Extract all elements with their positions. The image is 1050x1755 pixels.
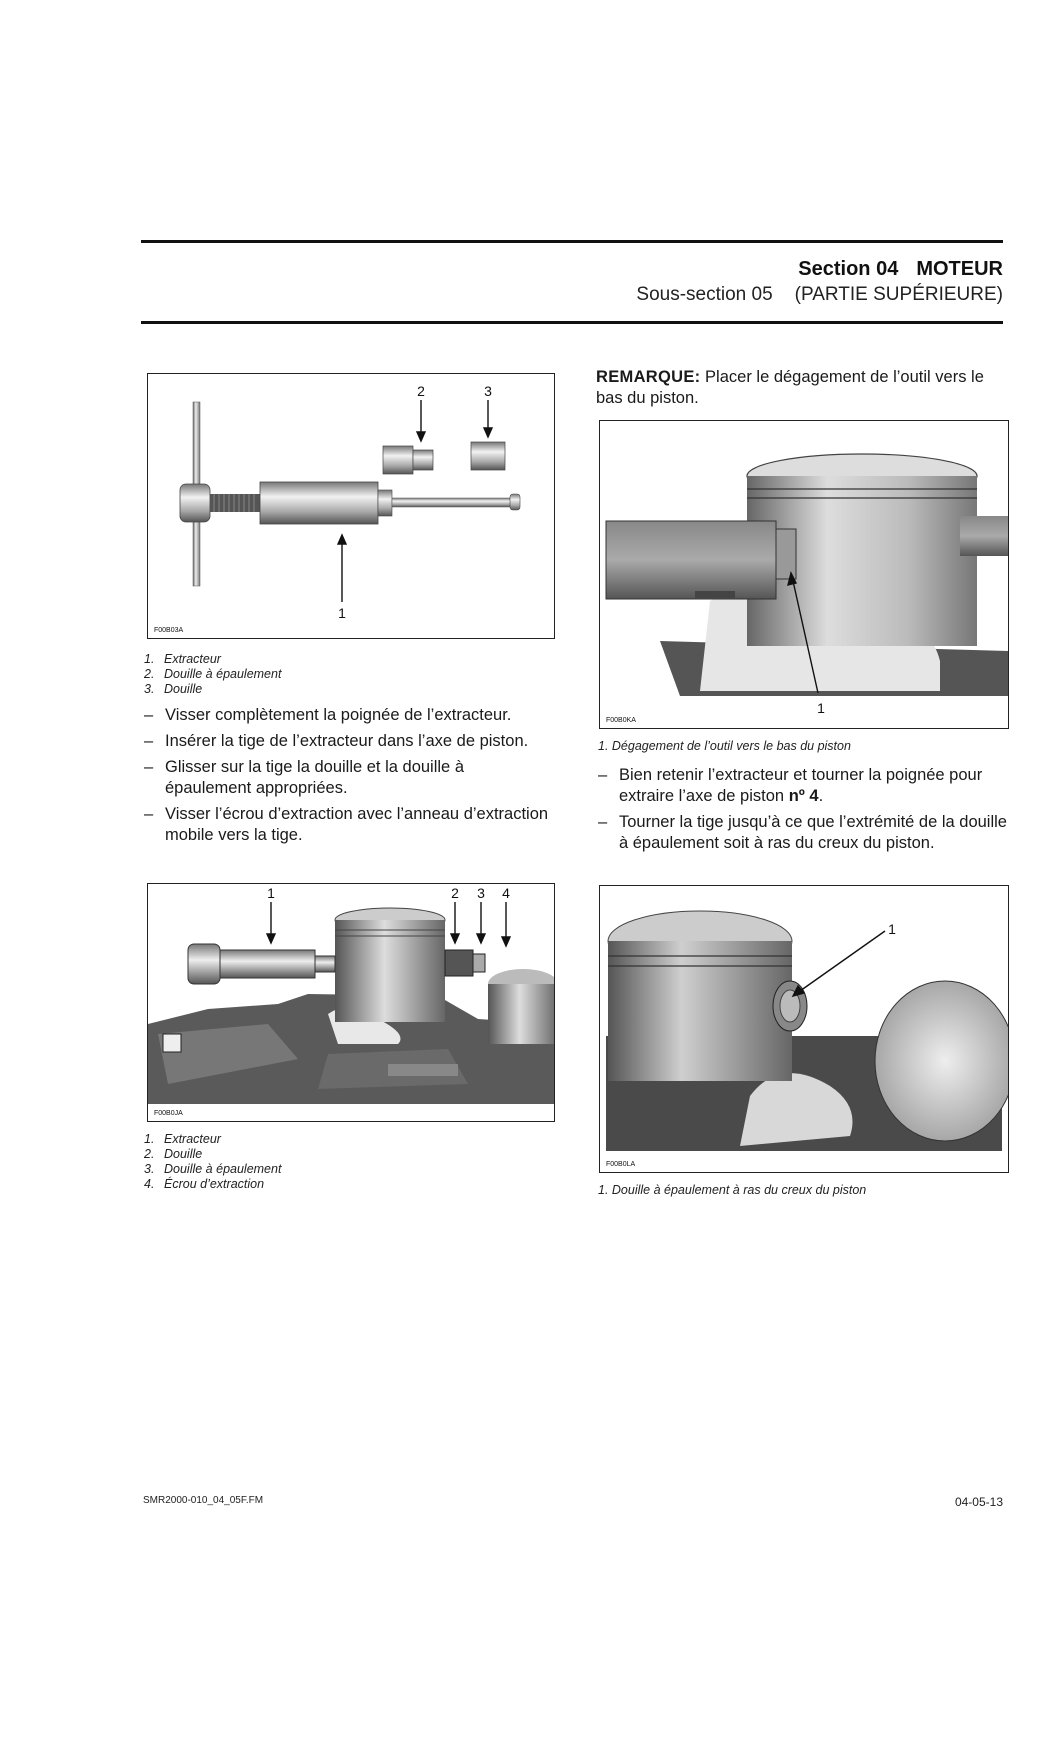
legend-item: 2. Douille	[144, 1147, 203, 1161]
remark-note	[596, 367, 1008, 409]
callout-4: 4	[502, 885, 510, 901]
figure-code: F00B0JA	[154, 1110, 183, 1117]
remark-label: REMARQUE:	[596, 368, 701, 386]
callout-1: 1	[338, 605, 346, 621]
extractor-installed-photo	[148, 884, 554, 1121]
subsection-label: Sous-section 05	[636, 284, 773, 305]
figure-extractor-tool	[147, 373, 555, 639]
callout-1: 1	[888, 921, 896, 937]
fig4-caption: 1. Douille à épaulement à ras du creux du piston	[598, 1183, 867, 1197]
callout-1: 1	[267, 885, 275, 901]
section-title: MOTEUR	[916, 258, 1003, 280]
procedure-steps-right	[598, 765, 1008, 859]
subsection-title: (PARTIE SUPÉRIEURE)	[794, 284, 1003, 305]
step-item: – Visser l’écrou d’extraction avec l’anneau d’extraction mobile vers la tige.	[144, 804, 554, 846]
fig3-caption: 1. Dégagement de l’outil vers le bas du piston	[598, 739, 851, 753]
step-item: – Glisser sur la tige la douille et la douille à épaulement appropriées.	[144, 757, 554, 799]
fig2-legend	[144, 1132, 281, 1192]
legend-item: 1. Extracteur	[144, 652, 221, 666]
remark-text: Placer le dégagement de l’outil vers le bas du piston.	[596, 368, 984, 407]
figure-code: F00B03A	[154, 627, 184, 634]
legend-item: 4. Écrou d’extraction	[144, 1177, 265, 1191]
figure-sleeve-flush	[599, 885, 1009, 1173]
legend-item: 2. Douille à épaulement	[144, 667, 282, 681]
header-bottom-rule	[141, 321, 1003, 324]
fig1-legend	[144, 652, 281, 697]
step-item: – Insérer la tige de l’extracteur dans l’axe de piston.	[144, 731, 554, 752]
step-item: – Visser complètement la poignée de l’extracteur.	[144, 705, 554, 726]
step-item: – Tourner la tige jusqu’à ce que l’extrémité de la douille à épaulement soit à ras du creux du piston.	[598, 812, 1008, 854]
callout-3: 3	[484, 383, 492, 399]
callout-2: 2	[451, 885, 459, 901]
figure-code: F00B0LA	[606, 1161, 636, 1168]
procedure-steps-left	[144, 705, 554, 851]
footer-filename: SMR2000-010_04_05F.FM	[143, 1495, 264, 1506]
extractor-tool-illustration	[148, 374, 554, 638]
header-top-rule	[141, 240, 1003, 243]
callout-3: 3	[477, 885, 485, 901]
section-heading	[798, 258, 1003, 281]
page-number: 04-05-13	[954, 1495, 1003, 1509]
sleeve-flush-photo	[600, 886, 1008, 1172]
figure-code: F00B0KA	[606, 717, 636, 724]
callout-2: 2	[417, 383, 425, 399]
legend-item: 3. Douille	[144, 682, 203, 696]
figure-extractor-installed	[147, 883, 555, 1122]
figure-tool-clearance	[599, 420, 1009, 729]
subsection-heading	[636, 284, 1003, 306]
section-label: Section 04	[798, 258, 899, 280]
legend-item: 3. Douille à épaulement	[144, 1162, 282, 1176]
legend-item: 1. Extracteur	[144, 1132, 221, 1146]
tool-clearance-photo	[600, 421, 1008, 728]
callout-1: 1	[817, 700, 825, 716]
step-item: – Bien retenir l’extracteur et tourner la poignée pour extraire l’axe de piston nº 4.	[598, 765, 1008, 807]
